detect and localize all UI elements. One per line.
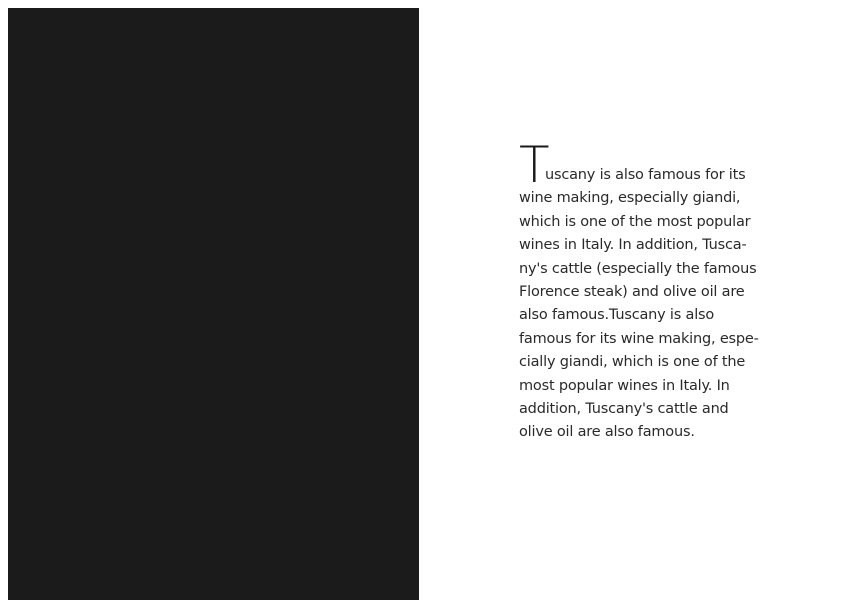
dark-image-panel (8, 8, 419, 600)
text-line: wine making, especially giandi, (519, 190, 741, 207)
text-line-content: uscany is also famous for its (545, 167, 746, 183)
text-line: cially giandi, which is one of the (519, 354, 746, 371)
text-line: Florence steak) and olive oil are (519, 284, 745, 301)
text-line: olive oil are also famous. (519, 424, 695, 441)
text-line: most popular wines in Italy. In (519, 377, 730, 394)
text-line: addition, Tuscany's cattle and (519, 401, 729, 418)
article-text (519, 136, 764, 445)
text-line: famous for its wine making, espe- (519, 330, 759, 347)
text-line: wines in Italy. In addition, Tusca- (519, 237, 747, 254)
text-line: also famous.Tuscany is also (519, 307, 715, 324)
drop-cap: T (519, 136, 550, 194)
text-line: ny's cattle (especially the famous (519, 260, 757, 277)
text-line (519, 136, 764, 194)
text-line: which is one of the most popular (519, 213, 751, 230)
